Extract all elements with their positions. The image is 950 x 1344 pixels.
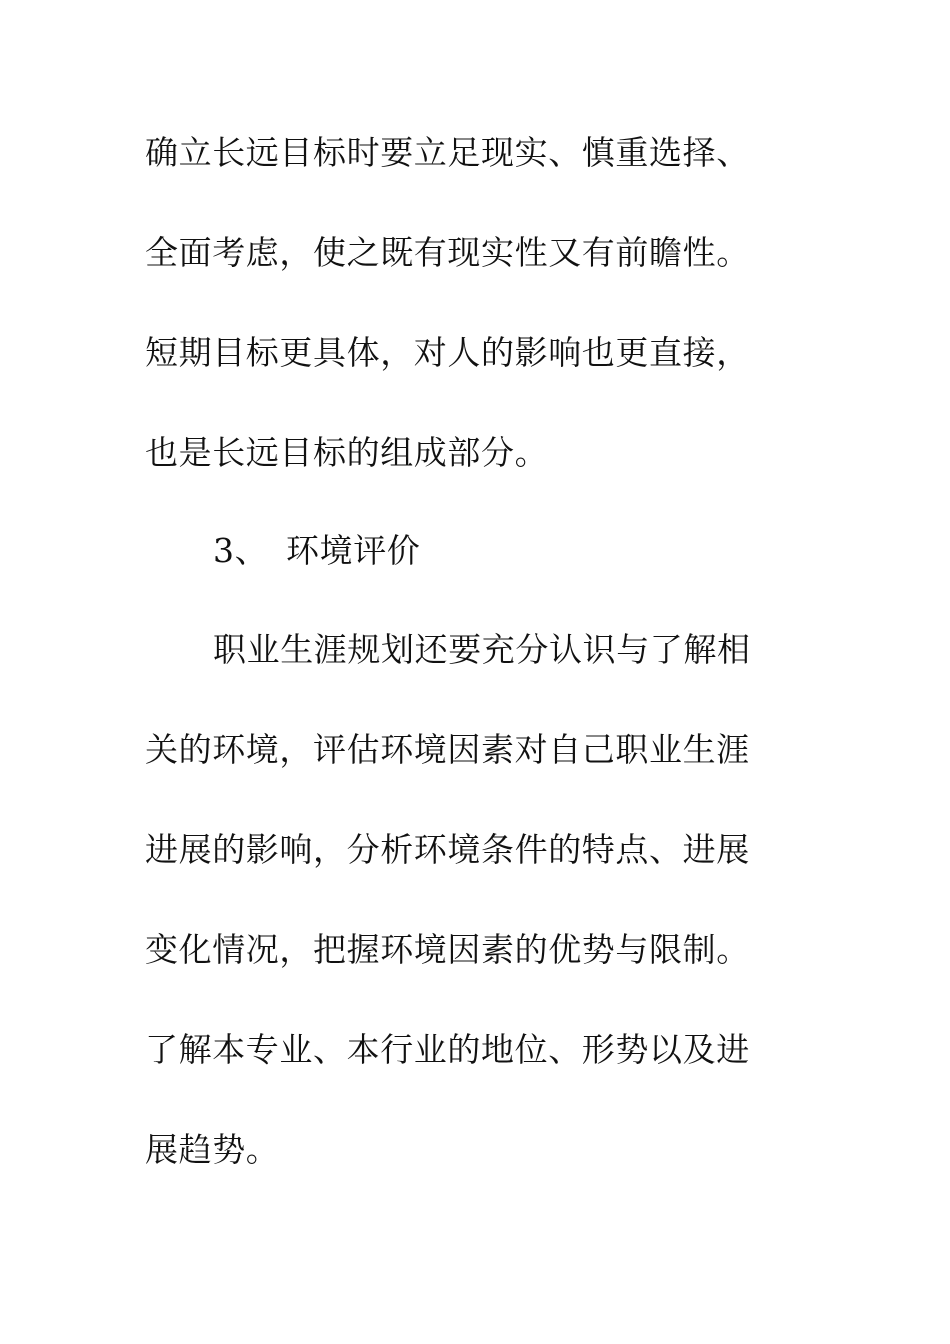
section-number: 3、 xyxy=(213,531,269,570)
paragraph-1-line-3: 短期目标更具体，对人的影响也更直接， xyxy=(145,333,750,372)
paragraph-1-line-4: 也是长远目标的组成部分。 xyxy=(145,433,549,472)
paragraph-2-line-2: 关的环境，评估环境因素对自己职业生涯 xyxy=(145,730,750,769)
paragraph-2-line-4: 变化情况，把握环境因素的优势与限制。 xyxy=(145,930,750,969)
paragraph-1-line-2: 全面考虑，使之既有现实性又有前瞻性。 xyxy=(145,233,750,272)
paragraph-2-line-5: 了解本专业、本行业的地位、形势以及进 xyxy=(145,1030,750,1069)
paragraph-2-line-6: 展趋势。 xyxy=(145,1130,280,1169)
paragraph-1-line-1: 确立长远目标时要立足现实、慎重选择、 xyxy=(145,133,750,172)
paragraph-2-line-1: 职业生涯规划还要充分认识与了解相 xyxy=(213,630,751,669)
paragraph-2-line-3: 进展的影响，分析环境条件的特点、进展 xyxy=(145,830,750,869)
section-title: 环境评价 xyxy=(286,531,421,570)
